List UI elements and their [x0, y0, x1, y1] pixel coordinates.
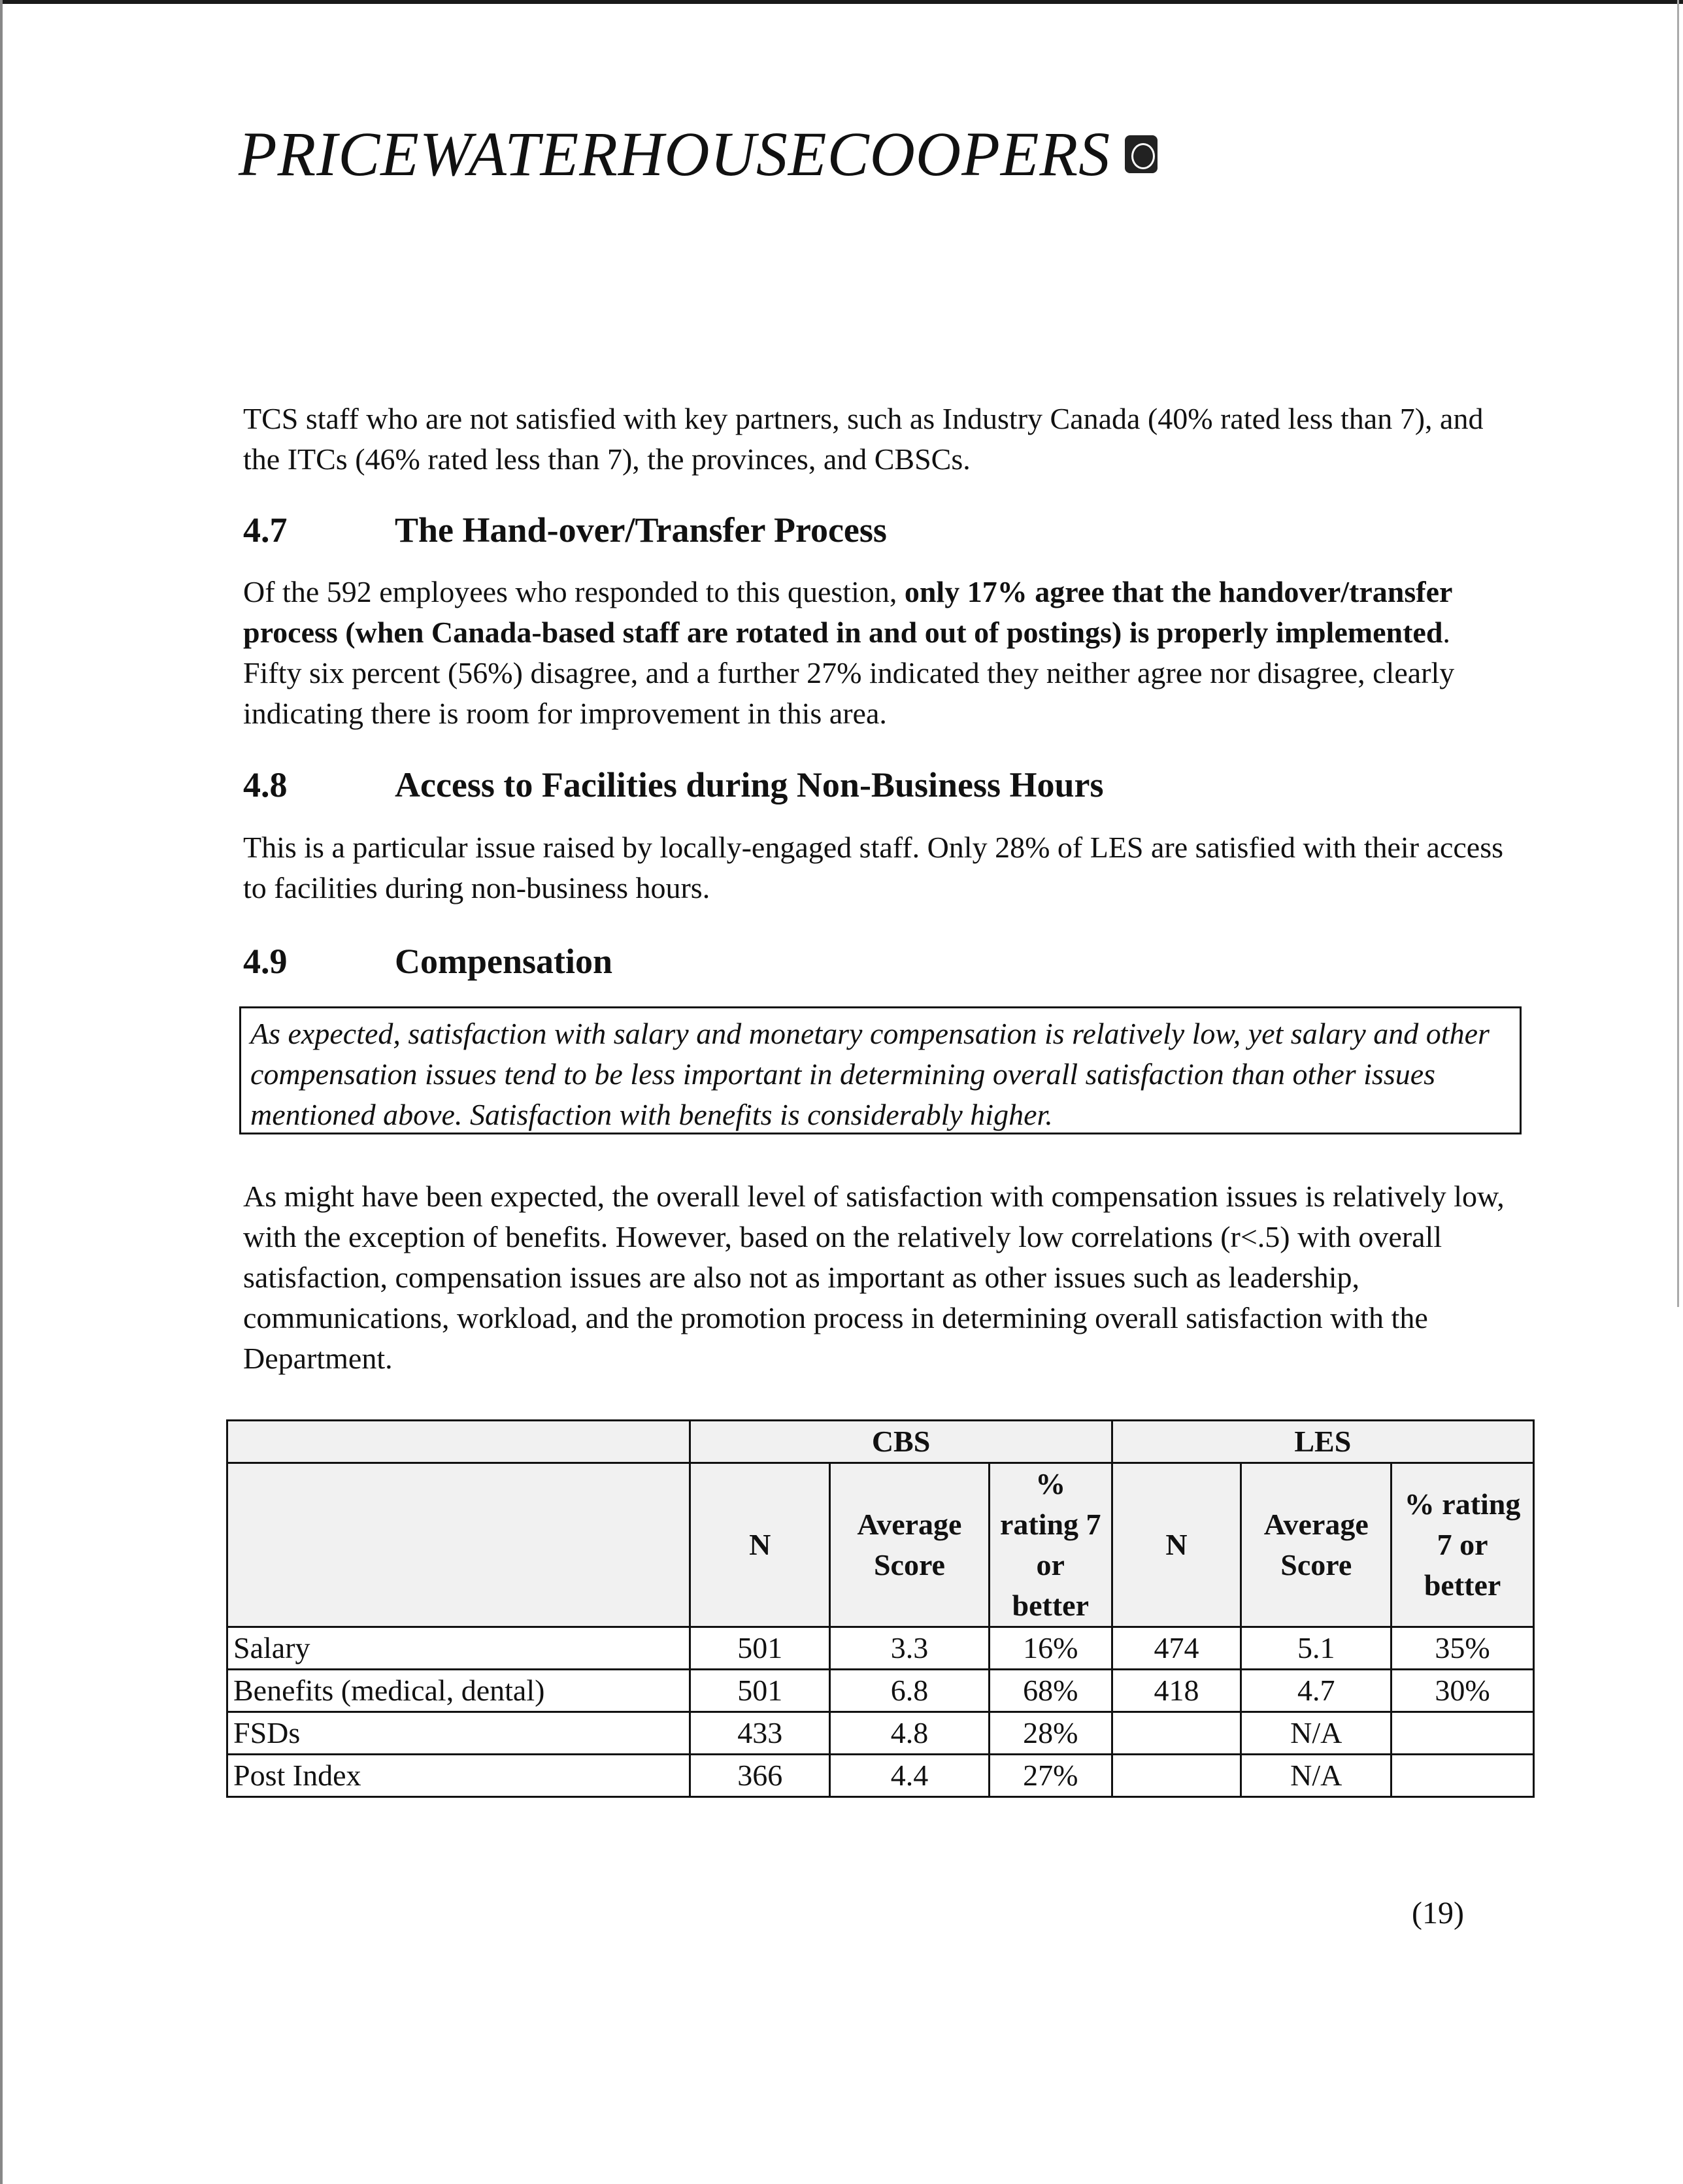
scan-right-edge [1677, 0, 1679, 1307]
column-header-n: N [690, 1463, 830, 1627]
column-header-n: N [1112, 1463, 1241, 1627]
row-label: Benefits (medical, dental) [227, 1670, 690, 1712]
column-header-percent-rating: % rating 7 or better [989, 1463, 1112, 1627]
section-number: 4.9 [243, 942, 288, 981]
row-label: Post Index [227, 1755, 690, 1797]
section-number: 4.7 [243, 510, 288, 550]
les-average-cell: N/A [1241, 1755, 1391, 1797]
table-group-header-row [227, 1421, 1534, 1463]
section-title: The Hand-over/Transfer Process [395, 510, 887, 550]
les-percent-cell: 30% [1391, 1670, 1534, 1712]
table-row [227, 1627, 1534, 1670]
paragraph-bold-text: only 17% agree that the handover/transfer process (when Canada-based staff are rotated in and out of postings) is properly implemented [243, 575, 1452, 649]
scan-top-edge [0, 0, 1683, 4]
table-corner-cell [227, 1421, 690, 1463]
compensation-table [226, 1419, 1535, 1798]
table-row [227, 1755, 1534, 1797]
scan-left-edge [0, 0, 3, 2184]
column-header-average-score: Average Score [830, 1463, 990, 1627]
section-4-9-paragraph: As might have been expected, the overall level of satisfaction with compensation issues is relatively low, with the exception of benefits. However, based on the relatively low correlations (r<.5) with overall satisfaction, compensation issues are also not as important as other issues such as leadership, communications, workload, and the promotion process in determining overall satisfaction with the Department. [243, 1180, 1505, 1375]
cbs-n-cell: 366 [690, 1755, 830, 1797]
les-percent-cell [1391, 1755, 1534, 1797]
section-title: Access to Facilities during Non-Business Hours [395, 765, 1104, 804]
table-row [227, 1712, 1534, 1755]
section-heading-4-8 [243, 765, 1104, 805]
table-row [227, 1670, 1534, 1712]
les-n-cell: 418 [1112, 1670, 1241, 1712]
cbs-average-cell: 4.4 [830, 1755, 990, 1797]
cbs-average-cell: 4.8 [830, 1712, 990, 1755]
logo-seal-icon [1125, 135, 1158, 173]
section-number: 4.8 [243, 765, 288, 804]
cbs-n-cell: 501 [690, 1670, 830, 1712]
paragraph-text: . Fifty six percent (56%) disagree, and a further 27% indicated they neither agree nor disagree, clearly indicating there is room for improvement in this area. [243, 616, 1455, 730]
paragraph-text: Of the 592 employees who responded to this question, [243, 575, 905, 608]
les-percent-cell: 35% [1391, 1627, 1534, 1670]
table-corner-cell [227, 1463, 690, 1627]
cbs-average-cell: 3.3 [830, 1627, 990, 1670]
table-column-header-row [227, 1463, 1534, 1627]
les-n-cell [1112, 1755, 1241, 1797]
les-average-cell: N/A [1241, 1712, 1391, 1755]
section-heading-4-7 [243, 510, 887, 550]
section-title: Compensation [395, 942, 613, 981]
les-percent-cell [1391, 1712, 1534, 1755]
section-4-8-paragraph: This is a particular issue raised by locally-engaged staff. Only 28% of LES are satisfied with their access to facilities during non-business hours. [243, 831, 1504, 904]
cbs-percent-cell: 16% [989, 1627, 1112, 1670]
summary-callout-box: As expected, satisfaction with salary and monetary compensation is relatively low, yet salary and other compensation issues tend to be less important in determining overall satisfaction than other issues mentioned above. Satisfaction with benefits is considerably higher. [239, 1006, 1522, 1134]
cbs-n-cell: 433 [690, 1712, 830, 1755]
section-4-7-paragraph [243, 572, 1505, 734]
les-n-cell: 474 [1112, 1627, 1241, 1670]
cbs-average-cell: 6.8 [830, 1670, 990, 1712]
intro-paragraph: TCS staff who are not satisfied with key partners, such as Industry Canada (40% rated less than 7), and the ITCs (46% rated less than 7), the provinces, and CBSCs. [243, 402, 1484, 476]
cbs-percent-cell: 27% [989, 1755, 1112, 1797]
les-average-cell: 4.7 [1241, 1670, 1391, 1712]
company-logo [239, 118, 1158, 190]
les-average-cell: 5.1 [1241, 1627, 1391, 1670]
cbs-percent-cell: 68% [989, 1670, 1112, 1712]
cbs-n-cell: 501 [690, 1627, 830, 1670]
cbs-percent-cell: 28% [989, 1712, 1112, 1755]
group-header-les: LES [1112, 1421, 1533, 1463]
row-label: FSDs [227, 1712, 690, 1755]
group-header-cbs: CBS [690, 1421, 1112, 1463]
column-header-average-score: Average Score [1241, 1463, 1391, 1627]
column-header-percent-rating: % rating 7 or better [1391, 1463, 1534, 1627]
logo-wordmark: PRICEWATERHOUSECOOPERS [239, 119, 1111, 189]
row-label: Salary [227, 1627, 690, 1670]
section-heading-4-9 [243, 941, 612, 982]
page-number: (19) [1412, 1896, 1464, 1930]
les-n-cell [1112, 1712, 1241, 1755]
